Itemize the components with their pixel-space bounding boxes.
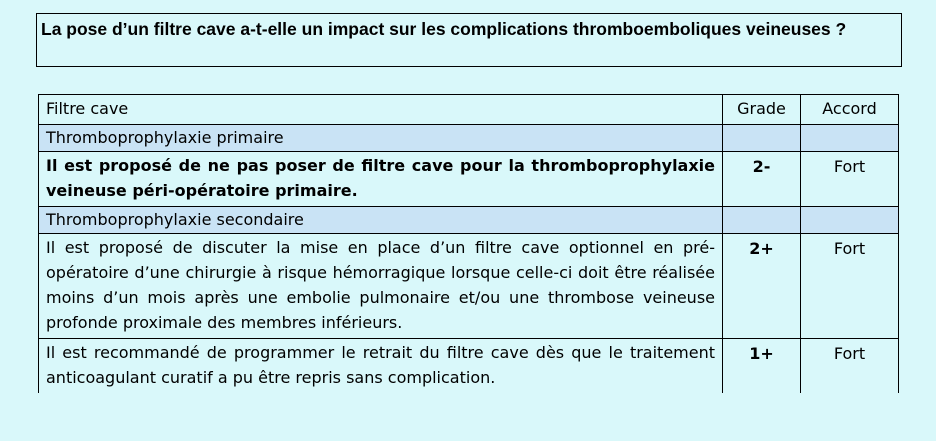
table-row — [39, 339, 899, 394]
table-header-row — [39, 95, 899, 125]
section-empty-cell — [801, 207, 899, 234]
accord-cell: Fort — [801, 339, 899, 394]
recommendation-text: Il est recommandé de programmer le retrait du filtre cave dès que le traitement anticoagulant curatif a pu être repris sans complication. — [39, 339, 723, 394]
section-label: Thromboprophylaxie secondaire — [39, 207, 723, 234]
accord-cell: Fort — [801, 152, 899, 207]
grade-cell: 1+ — [723, 339, 801, 394]
table-row — [39, 152, 899, 207]
section-label: Thromboprophylaxie primaire — [39, 125, 723, 152]
section-row-primary — [39, 125, 899, 152]
section-row-secondary — [39, 207, 899, 234]
recommendations-table — [38, 94, 899, 393]
section-empty-cell — [801, 125, 899, 152]
accord-cell: Fort — [801, 234, 899, 339]
recommendation-text: Il est proposé de discuter la mise en place d’un filtre cave optionnel en pré-opératoire d’une chirurgie à risque hémorragique lorsque celle-ci doit être réalisée moins d’un mois après une embolie pulmonaire et/ou une thrombose veineuse profonde proximale des membres inférieurs. — [39, 234, 723, 339]
grade-cell: 2- — [723, 152, 801, 207]
table-row — [39, 234, 899, 339]
grade-cell: 2+ — [723, 234, 801, 339]
section-empty-cell — [723, 125, 801, 152]
header-accord: Accord — [801, 95, 899, 125]
recommendation-text: Il est proposé de ne pas poser de filtre cave pour la thromboprophylaxie veineuse péri-opératoire primaire. — [39, 152, 723, 207]
question-text: La pose d’un filtre cave a-t-elle un impact sur les complications thromboemboliques veineuses ? — [41, 19, 847, 39]
section-empty-cell — [723, 207, 801, 234]
question-box — [36, 13, 902, 67]
header-grade: Grade — [723, 95, 801, 125]
header-topic: Filtre cave — [39, 95, 723, 125]
